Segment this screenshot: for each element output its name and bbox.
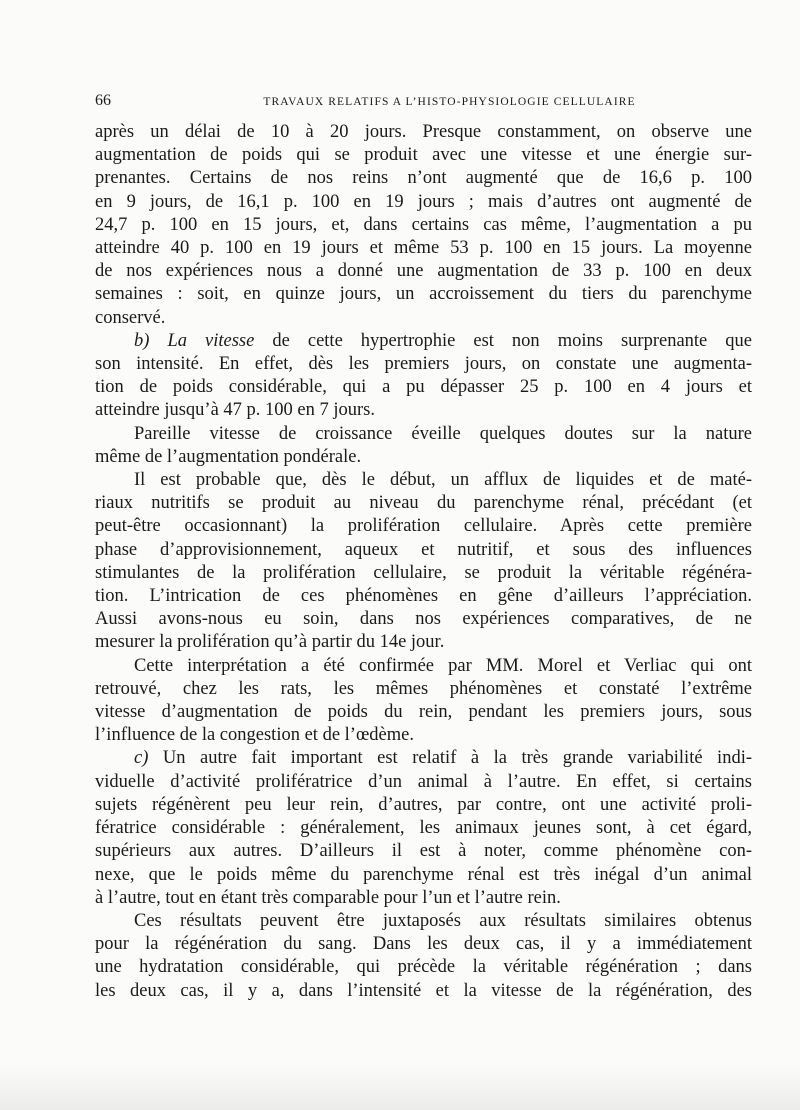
page-header xyxy=(95,92,752,110)
paragraph xyxy=(95,121,752,330)
text-line: 24,7 p. 100 en 15 jours, et, dans certains cas même, l’augmentation a pu xyxy=(95,214,752,235)
text-line: Aussi avons-nous eu soin, dans nos expériences comparatives, de ne xyxy=(95,609,752,630)
body-text xyxy=(95,121,752,1003)
text-line: son intensité. En effet, dès les premiers jours, on constate une augmenta- xyxy=(95,354,752,375)
page-number: 66 xyxy=(95,92,111,109)
text-line: en 9 jours, de 16,1 p. 100 en 19 jours ; mais d’autres ont augmenté de xyxy=(95,191,752,212)
text-line: fératrice considérable : généralement, les animaux jeunes sont, à cet égard, xyxy=(95,818,752,839)
text-line: peut-être occasionnant) la prolifération cellulaire. Après cette première xyxy=(95,516,752,537)
text-line xyxy=(95,330,752,353)
running-title: TRAVAUX RELATIFS A L’HISTO-PHYSIOLOGIE CELLULAIRE xyxy=(263,96,636,108)
text-line: stimulantes de la prolifération cellulaire, se produit la véritable régénéra- xyxy=(95,562,752,583)
text-line xyxy=(95,747,752,770)
item-label: b) xyxy=(134,330,150,351)
paragraph xyxy=(95,469,752,655)
text-line: semaines : soit, en quinze jours, un accroissement du tiers du parenchyme xyxy=(95,284,752,305)
italic-phrase: La vitesse xyxy=(167,330,255,351)
item-label: c) xyxy=(134,748,149,769)
paragraph xyxy=(95,910,752,1003)
text-line: pour la régénération du sang. Dans les deux cas, il y a immédiatement xyxy=(95,934,752,955)
text-line: conservé. xyxy=(95,307,166,328)
paragraph xyxy=(95,747,752,909)
text-fragment: de cette hypertrophie est non moins surprenante que xyxy=(254,330,753,351)
text-line: augmentation de poids qui se produit avec une vitesse et une énergie sur- xyxy=(95,145,752,166)
text-line: phase d’approvisionnement, aqueux et nutritif, et sous des influences xyxy=(95,539,752,560)
text-line: atteindre 40 p. 100 en 19 jours et même 53 p. 100 en 15 jours. La moyenne xyxy=(95,238,752,259)
text-line: prenantes. Certains de nos reins n’ont augmenté que de 16,6 p. 100 xyxy=(95,168,752,189)
text-line: de nos expériences nous a donné une augmentation de 33 p. 100 en deux xyxy=(95,261,752,282)
text-line: les deux cas, il y a, dans l’intensité et la vitesse de la régénération, des xyxy=(95,980,752,1001)
text-line: à l’autre, tout en étant très comparable pour l’un et l’autre rein. xyxy=(95,887,561,908)
text-line: après un délai de 10 à 20 jours. Presque constamment, on observe une xyxy=(95,122,752,142)
text-line: tion de poids considérable, qui a pu dépasser 25 p. 100 en 4 jours et xyxy=(95,377,752,398)
text-line: nexe, que le poids même du parenchyme rénal est très inégal d’un animal xyxy=(95,864,752,885)
text-line: l’influence de la congestion et de l’œdème. xyxy=(95,725,414,746)
paragraph xyxy=(95,655,752,748)
text-line: Pareille vitesse de croissance éveille quelques doutes sur la nature xyxy=(134,423,752,444)
text-line: même de l’augmentation pondérale. xyxy=(95,446,362,467)
text-line: atteindre jusqu’à 47 p. 100 en 7 jours. xyxy=(95,400,376,421)
text-line: une hydratation considérable, qui précède la véritable régénération ; dans xyxy=(95,957,752,978)
text-line: sujets régénèrent peu leur rein, d’autres, par contre, ont une activité proli- xyxy=(95,794,752,815)
text-line: retrouvé, chez les rats, les mêmes phénomènes et constaté l’extrême xyxy=(95,678,752,699)
text-line: mesurer la prolifération qu’à partir du 14e jour. xyxy=(95,632,445,653)
text-line: viduelle d’activité prolifératrice d’un animal à l’autre. En effet, si certains xyxy=(95,771,752,792)
text-line: Cette interprétation a été confirmée par MM. Morel et Verliac qui ont xyxy=(134,655,752,676)
paragraph xyxy=(95,423,752,469)
text-line: tion. L’intrication de ces phénomènes en gêne d’ailleurs l’appréciation. xyxy=(95,586,752,607)
text-line: vitesse d’augmentation de poids du rein, pendant les premiers jours, sous xyxy=(95,702,752,723)
text-line: riaux nutritifs se produit au niveau du parenchyme rénal, précédant (et xyxy=(95,493,752,514)
text-line: supérieurs aux autres. D’ailleurs il est à noter, comme phénomène con- xyxy=(95,841,752,862)
paragraph xyxy=(95,330,752,423)
text-line: Ces résultats peuvent être juxtaposés aux résultats similaires obtenus xyxy=(134,910,752,931)
text-line: Il est probable que, dès le début, un afflux de liquides et de maté- xyxy=(134,470,752,491)
text-fragment: Un autre fait important est relatif à la très grande variabilité indi- xyxy=(148,748,752,769)
